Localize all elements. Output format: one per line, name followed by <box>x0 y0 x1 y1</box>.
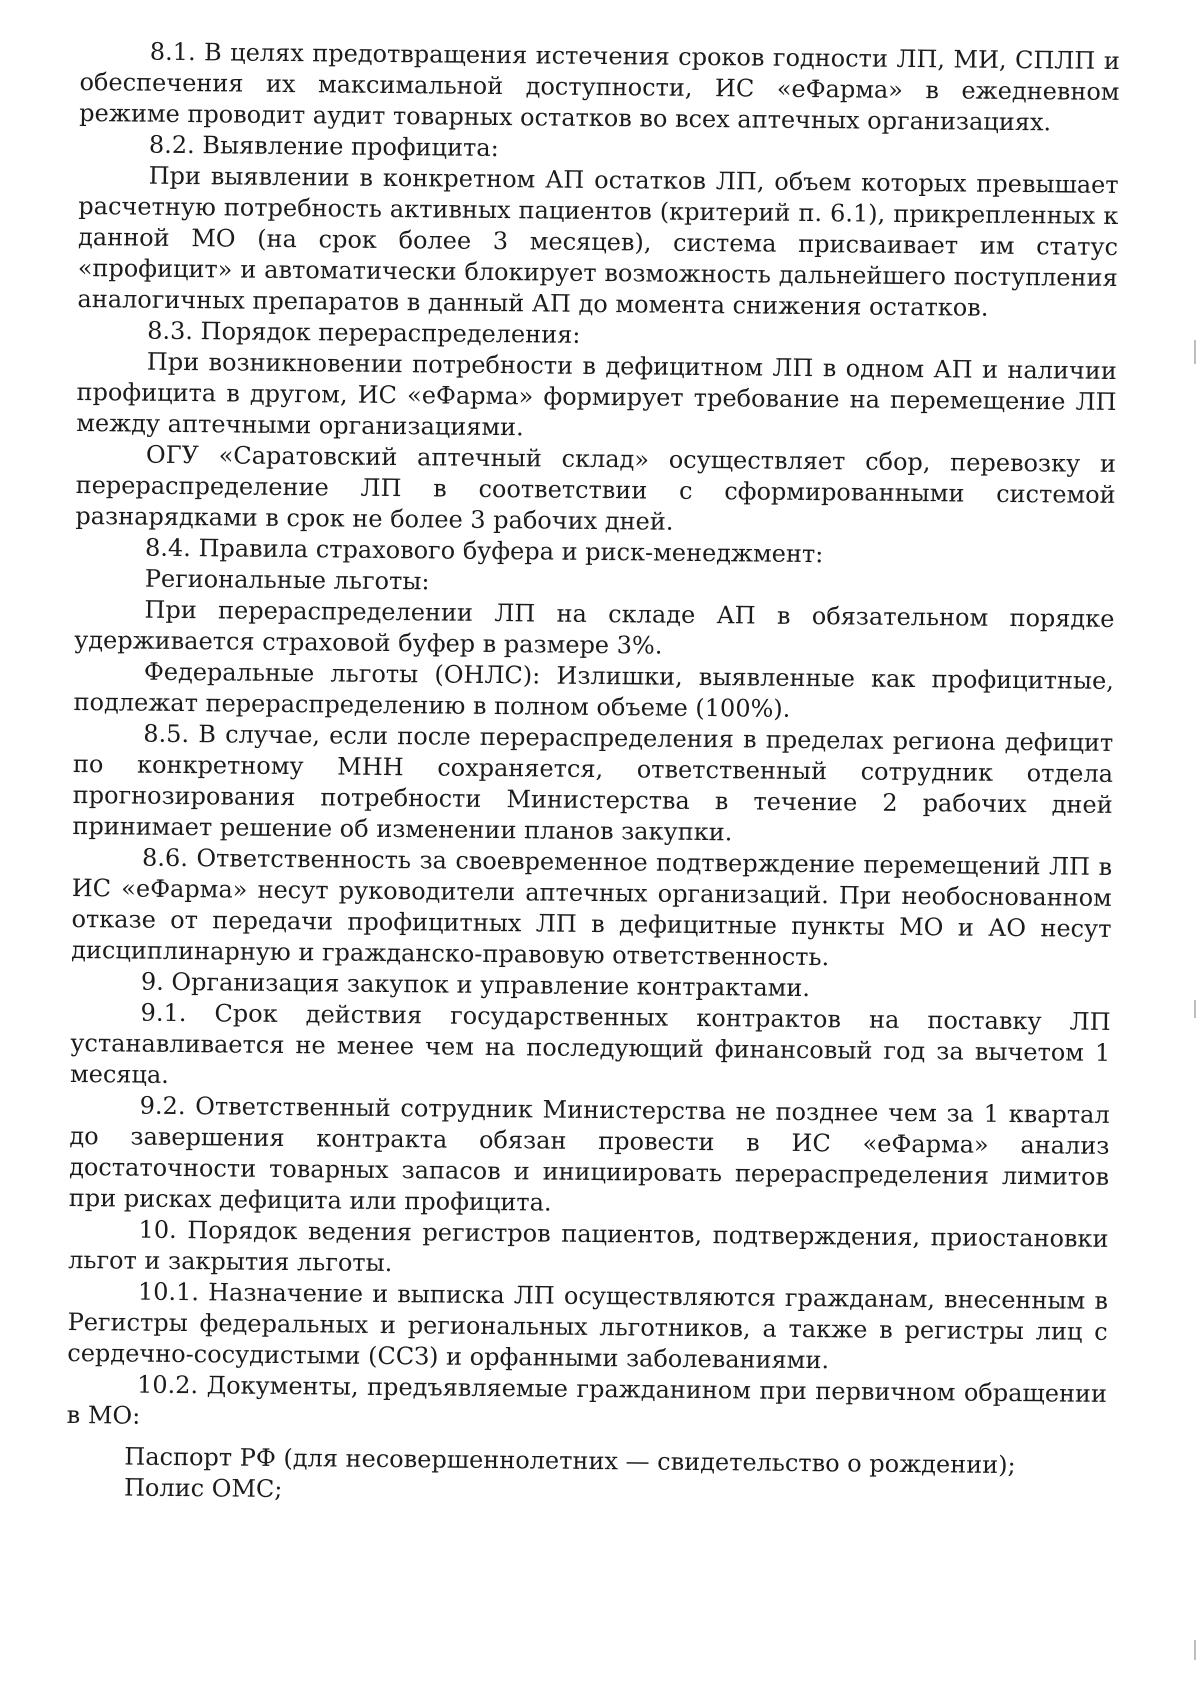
subheading-regional-benefits: Региональные льготы: <box>144 564 430 596</box>
scan-edge-mark <box>1194 1000 1196 1018</box>
paragraph-8-5: 8.5. В случае, если после перераспределения в пределах региона дефицит по конкретному МНН сохраняется, ответственный сотрудник отдела прогнозирования потребности Министерства в течение 2 рабочих дней принимает решение об изменении планов закупки. <box>72 719 1114 847</box>
paragraph-10-1: 10.1. Назначение и выписка ЛП осуществляются гражданам, внесенным в Регистры федеральных и региональных льготников, а также в регистры лиц с сердечно-сосудистыми (ССЗ) и орфанными заболеваниями. <box>67 1277 1109 1375</box>
scan-edge-mark <box>1194 340 1196 364</box>
scan-edge-mark <box>1194 1640 1196 1660</box>
list-item-oms-policy: Полис ОМС; <box>123 1473 283 1504</box>
heading-8-4: 8.4. Правила страхового буфера и риск-менеджмент: <box>144 533 824 569</box>
paragraph-9-2: 9.2. Ответственный сотрудник Министерства не позднее чем за 1 квартал до завершения контракта обязан провести в ИС «еФарма» анализ достаточности товарных запасов и инициировать перераспределения лимитов при рисках дефицита или профицита. <box>68 1091 1110 1217</box>
paragraph-federal-benefits: Федеральные льготы (ОНЛС): Излишки, выявленные как профицитные, подлежат перераспределению в полном объеме (100%). <box>73 657 1114 723</box>
paragraph-safety-buffer: При перераспределении ЛП на складе АП в обязательном порядке удерживается страховой буфер в размере 3%. <box>74 595 1115 660</box>
document-body <box>66 36 1120 1513</box>
heading-8-3: 8.3. Порядок перераспределения: <box>147 316 581 349</box>
heading-section-9: 9. Организация закупок и управление контрактами. <box>140 967 811 1003</box>
paragraph-surplus-detection: При выявлении в конкретном АП остатков ЛП, объем которых превышает расчетную потребность активных пациентов (критерий п. 6.1), прикрепленных к данной МО (на срок более 3 месяцев), система присваивает им статус «профицит» и автоматически блокирует возможность дальнейшего поступления аналогичных препаратов в данный АП до момента снижения остатков. <box>77 161 1119 322</box>
heading-section-10: 10. Порядок ведения регистров пациентов, подтверждения, приостановки льгот и закрытия льготы. <box>68 1215 1109 1278</box>
paragraph-10-2: 10.2. Документы, предъявляемые гражданином при первичном обращении в МО: <box>66 1370 1108 1430</box>
heading-8-2: 8.2. Выявление профицита: <box>148 130 499 163</box>
list-item-passport: Паспорт РФ (для несовершеннолетних — свидетельство о рождении); <box>124 1442 1016 1480</box>
paragraph-redistribution-request: При возникновении потребности в дефицитном ЛП в одном АП и наличии профицита в другом, ИС «еФарма» формирует требование на перемещение ЛП между аптечными организациями. <box>76 347 1117 442</box>
paragraph-8-1: 8.1. В целях предотвращения истечения сроков годности ЛП, МИ, СПЛП и обеспечения их максимальной доступности, ИС «еФарма» в ежедневном режиме проводит аудит товарных остатков во всех аптечных организациях. <box>79 37 1120 137</box>
paragraph-9-1: 9.1. Срок действия государственных контрактов на поставку ЛП устанавливается не менее чем на последующий финансовый год за вычетом 1 месяца. <box>69 998 1111 1089</box>
paragraph-warehouse-redistribution: ОГУ «Саратовский аптечный склад» осуществляет сбор, перевозку и перераспределение ЛП в соответствии с сформированными системой разнарядками в срок не более 3 рабочих дней. <box>75 440 1117 536</box>
paragraph-8-6: 8.6. Ответственность за своевременное подтверждение перемещений ЛП в ИС «еФарма» несут руководители аптечных организаций. При необоснованном отказе от передачи профицитных ЛП в дефицитные пункты МО и АО несут дисциплинарную и гражданско-правовую ответственность. <box>71 843 1113 972</box>
